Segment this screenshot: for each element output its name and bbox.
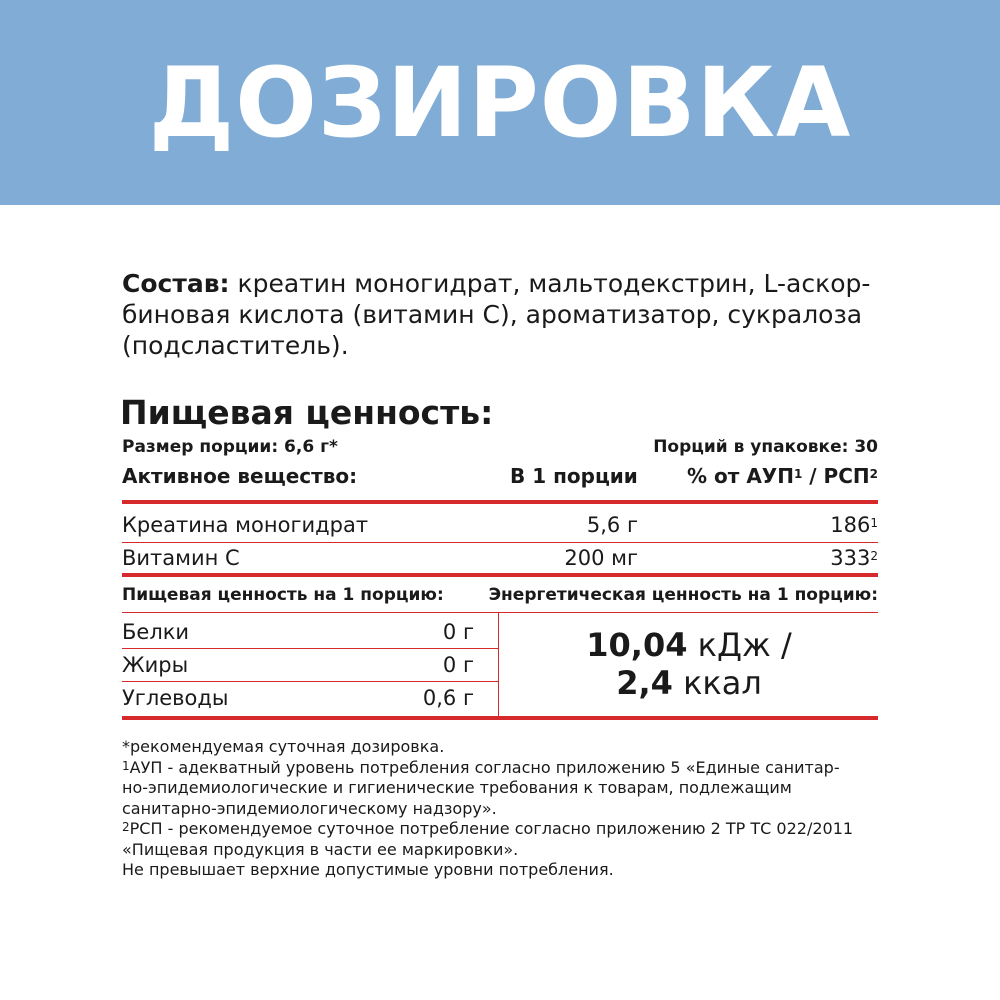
energy-kj-unit: кДж /: [687, 626, 792, 664]
table-rule-top: [122, 500, 878, 504]
table-rule-mid: [122, 573, 878, 577]
active-percent: [830, 544, 878, 572]
macro-name: Жиры: [122, 653, 189, 677]
header-banner: [0, 0, 1000, 205]
composition-line-3: (подсластитель).: [122, 331, 349, 360]
energy-value: [500, 626, 878, 702]
macro-value: 0 г: [442, 653, 474, 677]
footnote-line: [122, 758, 902, 779]
servings-per-pack: Порций в упаковке: 30: [653, 437, 878, 457]
serving-size: Размер порции: 6,6 г*: [122, 437, 338, 457]
active-percent-sup: 2: [870, 549, 878, 563]
active-name: Креатина моногидрат: [122, 513, 369, 537]
active-percent: [830, 511, 878, 539]
col-per-serving: В 1 порции: [510, 464, 638, 488]
footnote-line: [122, 819, 902, 840]
footnote-line: «Пищевая продукция в части ее маркировки».: [122, 839, 519, 859]
active-name: Витамин С: [122, 546, 240, 570]
col-percent: [687, 462, 878, 490]
energy-kcal-unit: ккал: [672, 664, 762, 702]
col-percent-sup2: 2: [869, 467, 878, 481]
active-row: [122, 544, 878, 574]
footnote-line: но-эпидемиологические и гигиенические требования к товарам, подлежащим: [122, 778, 792, 797]
footnote-line: Не превышает верхние допустимые уровни потребления.: [122, 860, 614, 879]
macro-name: Углеводы: [122, 686, 229, 710]
active-amount: 5,6 г: [586, 513, 638, 537]
col-percent-sup1: 1: [793, 467, 803, 481]
composition-text: [122, 268, 892, 361]
macro-rule: [122, 648, 498, 649]
macro-row: [122, 650, 474, 680]
col-percent-aup: % от АУП: [687, 464, 794, 488]
footnote-line: *рекомендуемая суточная дозировка.: [122, 737, 445, 756]
footnote-text: РСП - рекомендуемое суточное потребление согласно приложению 2 ТР ТС 022/2011: [129, 819, 854, 838]
macro-value: 0 г: [442, 620, 474, 644]
energy-kj-value: 10,04: [586, 626, 688, 664]
active-percent-sup: 1: [870, 516, 878, 530]
footnote-line: санитарно-эпидемиологическому надзору».: [122, 798, 497, 818]
macro-value: 0,6 г: [422, 686, 474, 710]
footnotes: [122, 737, 902, 881]
composition-line-2: биновая кислота (витамин С), ароматизатор, сукралоза: [122, 300, 863, 329]
active-row: [122, 511, 878, 541]
macro-row: [122, 617, 474, 647]
footnote-sup: 2: [122, 820, 130, 834]
table-rule-sub: [122, 612, 878, 613]
table-divider: [498, 612, 499, 716]
col-substance: Активное вещество:: [122, 464, 358, 488]
active-amount: 200 мг: [564, 546, 638, 570]
col-percent-rsp: / РСП: [802, 464, 870, 488]
energy-header: Энергетическая ценность на 1 порцию:: [488, 585, 878, 605]
page-title: ДОЗИРОВКА: [148, 47, 852, 159]
footnote-sup: 1: [122, 758, 130, 773]
table-rule-row: [122, 542, 878, 543]
macro-rule: [122, 681, 498, 682]
footnote-text: АУП - адекватный уровень потребления согласно приложению 5 «Единые санитар-: [129, 757, 840, 777]
actives-table-header: [122, 462, 878, 492]
macro-name: Белки: [122, 620, 190, 644]
active-percent-value: 186: [830, 513, 871, 537]
active-percent-value: 333: [830, 546, 871, 570]
energy-kcal-value: 2,4: [616, 664, 673, 702]
table-rule-bottom: [122, 716, 878, 720]
per-serving-header: Пищевая ценность на 1 порцию:: [122, 585, 444, 605]
macro-row: [122, 683, 474, 713]
composition-line-1: креатин моногидрат, мальтодекстрин, L-аскор-: [229, 269, 871, 298]
serving-meta: [122, 436, 878, 458]
nutrition-title: Пищевая ценность:: [120, 393, 494, 432]
composition-label: Состав:: [122, 269, 230, 298]
